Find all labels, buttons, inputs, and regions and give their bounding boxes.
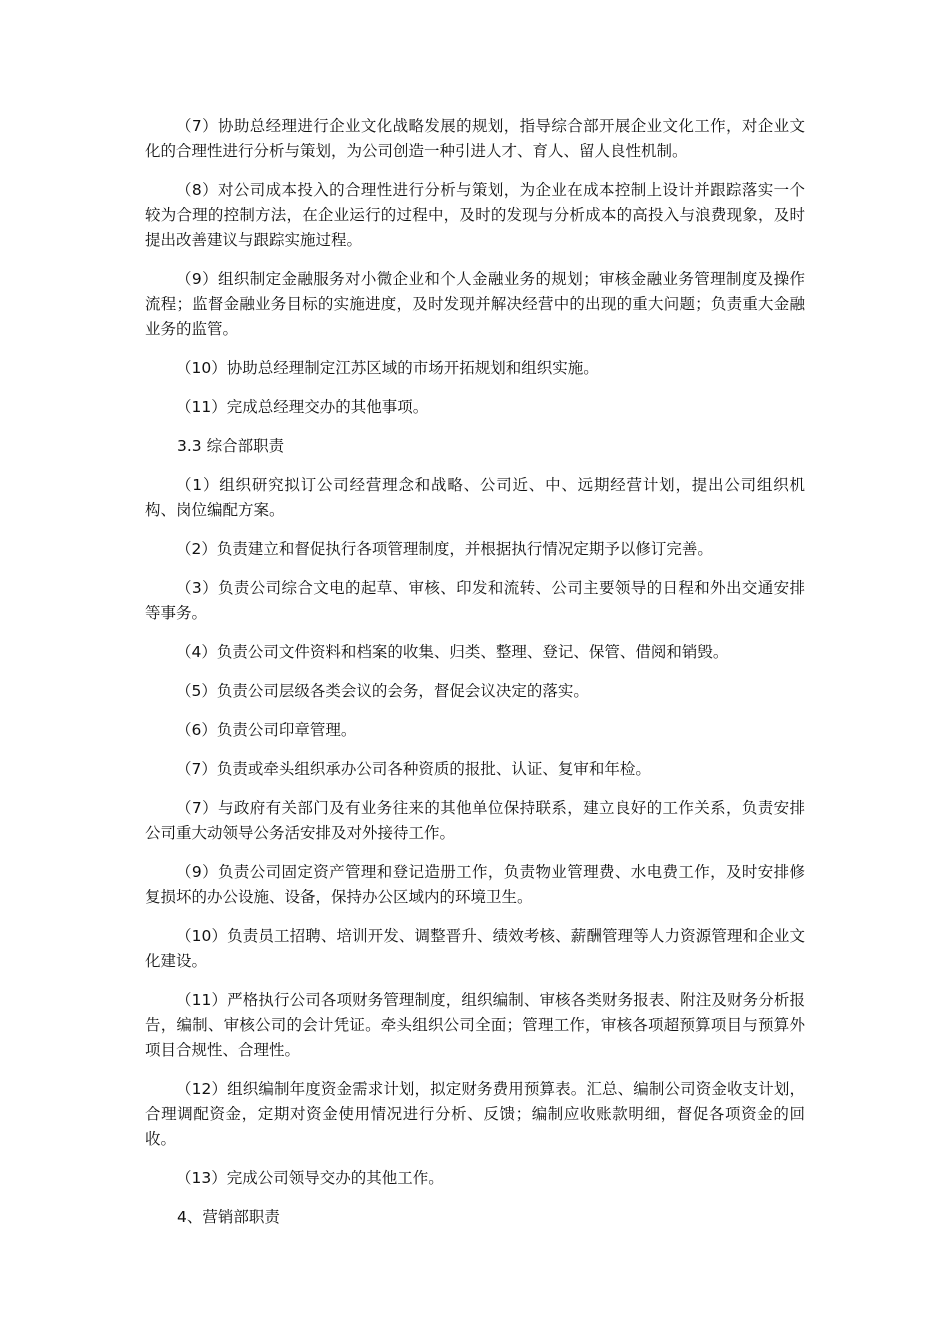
- paragraph-10-market: （10）协助总经理制定江苏区域的市场开拓规划和组织实施。: [176, 359, 599, 377]
- admin-item-12: （12）组织编制年度资金需求计划，拟定财务费用预算表。汇总、编制公司资金收支计划，合理调配资金，定期对资金使用情况进行分析、反馈；编制应收账款明细，督促各项资金的回收。: [145, 1080, 805, 1148]
- admin-item-10: （10）负责员工招聘、培训开发、调整晋升、绩效考核、薪酬管理等人力资源管理和企业文化建设。: [145, 927, 805, 970]
- section-heading-marketing: 4、营销部职责: [177, 1208, 280, 1226]
- admin-item-5: （5）负责公司层级各类会议的会务，督促会议决定的落实。: [176, 682, 589, 700]
- admin-item-2: （2）负责建立和督促执行各项管理制度，并根据执行情况定期予以修订完善。: [176, 540, 713, 558]
- paragraph-8-cost: （8）对公司成本投入的合理性进行分析与策划，为企业在成本控制上设计并跟踪落实一个较为合理的控制方法，在企业运行的过程中，及时的发现与分析成本的高投入与浪费现象，及时提出改善建议与跟踪实施过程。: [145, 181, 805, 249]
- admin-item-1: （1）组织研究拟订公司经营理念和战略、公司近、中、远期经营计划，提出公司组织机构、岗位编配方案。: [145, 476, 805, 519]
- admin-item-4: （4）负责公司文件资料和档案的收集、归类、整理、登记、保管、借阅和销毁。: [176, 643, 729, 661]
- admin-item-7a: （7）负责或牵头组织承办公司各种资质的报批、认证、复审和年检。: [176, 760, 651, 778]
- admin-item-7b: （7）与政府有关部门及有业务往来的其他单位保持联系，建立良好的工作关系，负责安排公司重大动领导公务活安排及对外接待工作。: [145, 799, 805, 842]
- section-heading-admin: 3.3 综合部职责: [177, 437, 285, 455]
- paragraph-9-finance: （9）组织制定金融服务对小微企业和个人金融业务的规划；审核金融业务管理制度及操作流程；监督金融业务目标的实施进度，及时发现并解决经营中的出现的重大问题；负责重大金融业务的监管。: [145, 270, 805, 338]
- admin-item-11: （11）严格执行公司各项财务管理制度，组织编制、审核各类财务报表、附注及财务分析报告，编制、审核公司的会计凭证。牵头组织公司全面；管理工作，审核各项超预算项目与预算外项目合规性、合理性。: [145, 991, 805, 1059]
- admin-item-9: （9）负责公司固定资产管理和登记造册工作，负责物业管理费、水电费工作，及时安排修复损坏的办公设施、设备，保持办公区域内的环境卫生。: [145, 863, 805, 906]
- admin-item-6: （6）负责公司印章管理。: [176, 721, 357, 739]
- paragraph-7-culture: （7）协助总经理进行企业文化战略发展的规划，指导综合部开展企业文化工作，对企业文化的合理性进行分析与策划，为公司创造一种引进人才、育人、留人良性机制。: [145, 117, 805, 160]
- admin-item-3: （3）负责公司综合文电的起草、审核、印发和流转、公司主要领导的日程和外出交通安排等事务。: [145, 579, 805, 622]
- paragraph-11-other: （11）完成总经理交办的其他事项。: [176, 398, 429, 416]
- document-page: [145, 114, 805, 1244]
- admin-item-13: （13）完成公司领导交办的其他工作。: [176, 1169, 444, 1187]
